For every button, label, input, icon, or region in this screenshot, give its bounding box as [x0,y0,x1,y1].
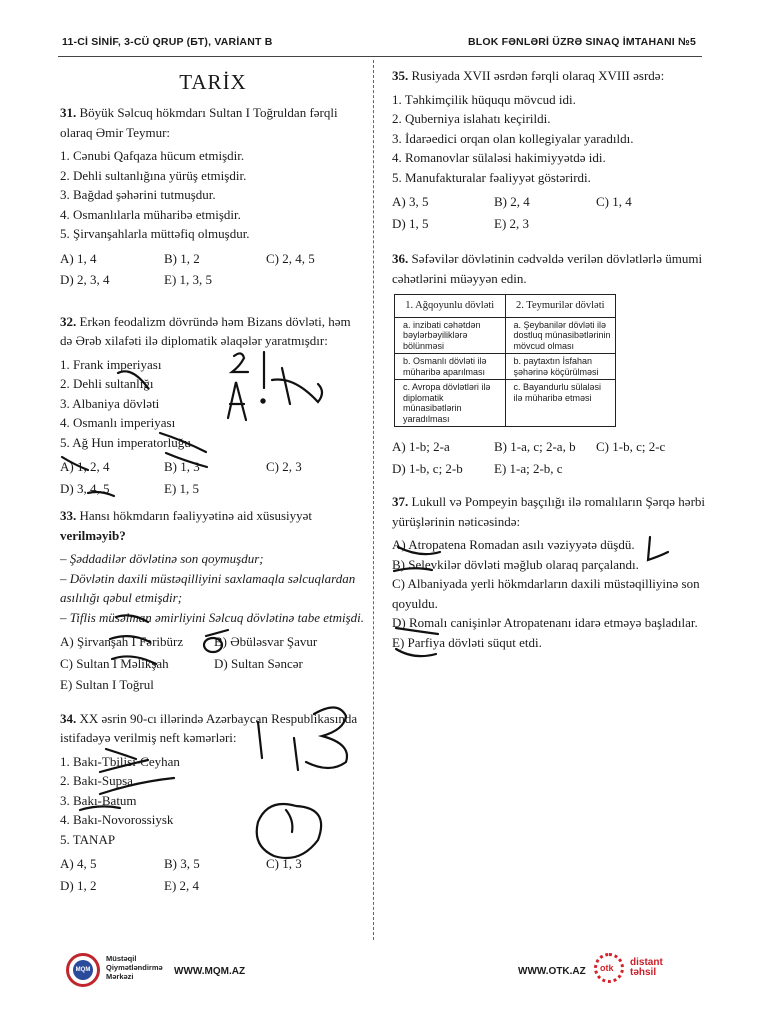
otk-website-link[interactable]: WWW.OTK.AZ [518,966,586,977]
table-row [395,317,616,354]
distant-text: təhsil [630,967,657,978]
q34-answer-b[interactable]: B) 3, 5 [164,856,200,871]
q35-item-1: 1. Təhkimçilik hüququ mövcud idi. [392,91,576,107]
q36-match-table [394,294,616,427]
question-35 [392,66,712,233]
header-exam-title: BLOK FƏNLƏRİ ÜZRƏ SINAQ İMTAHANI №5 [467,36,696,48]
q37-option-e[interactable]: E) Parfiya dövləti süqut etdi. [392,634,542,650]
question-33-number: 33. [60,508,77,523]
question-33-text: Hansı hökmdarın fəaliyyətinə aid xüsusiyyət [79,508,313,523]
q32-item-3: 3. Albaniya dövləti [60,395,160,411]
mqm-logo-text: MQM [73,960,93,980]
question-32 [60,312,366,499]
q34-item-3: 3. Bakı-Batum [60,792,137,808]
question-31-text: Böyük Səlcuq hökmdarı Sultan I Toğruldan fərqli olaraq Əmir Teymur: [60,105,338,140]
mqm-logo-icon [66,953,100,987]
header-class-variant: 11-Cİ SİNİF, 3-CÜ QRUP (БТ), VARİANT B [62,36,273,48]
table-header-row [395,295,616,318]
mqm-org-name [106,954,163,981]
question-31 [60,103,366,290]
q36-answers [392,437,712,478]
q33-answers [60,632,366,695]
q32-item-1: 1. Frank imperiyası [60,356,162,372]
q33-answer-b[interactable]: B) Əbüləsvar Şavur [214,634,318,649]
q32-answers [60,457,366,498]
q33-quote-2: – Dövlətin daxili müstəqilliyini saxlamaqla səlcuqlardan asılılığı qəbul etmişdir; [60,570,356,605]
right-column [392,60,712,652]
q33-answer-c[interactable]: C) Sultan I Məlikşah [60,655,169,671]
distant-text: distant [630,957,663,968]
q33-quote-1: – Şəddadilər dövlətinə son qoymuşdur; [60,551,264,566]
q33-quote-3: – Tiflis müsəlman əmirliyini Səlcuq dövlətinə tabe etmişdi. [60,609,365,625]
question-36-number: 36. [392,251,409,266]
org-name-line: Mərkəzi [106,972,134,981]
page-footer [0,945,768,1005]
table-cell: a. inzibati cəhətdən bəylərbəyiliklərə bölünməsi [395,317,506,354]
q32-item-4: 4. Osmanlı imperiyası [60,415,176,430]
question-37-number: 37. [392,494,409,509]
mqm-website-link[interactable]: WWW.MQM.AZ [174,966,246,977]
q31-answers [60,249,366,290]
q36-answer-d[interactable]: D) 1-b, c; 2-b [392,460,463,476]
question-37-text: Lukull və Pompeyin başçılığı ilə romalıların Şərqə hərbi yürüşlərinin nəticəsində: [392,494,706,529]
question-34 [60,709,366,896]
table-cell: c. Avropa dövlətləri ilə diplomatik münasibətlərin yaradılması [395,380,506,427]
table-header-1: 1. Ağqoyunlu dövləti [395,295,506,318]
q31-answer-e[interactable]: E) 1, 3, 5 [164,272,213,287]
page-header [0,0,768,60]
q34-answer-c[interactable]: C) 1, 3 [266,856,302,871]
q34-item-2: 2. Bakı-Supsa [60,773,133,788]
question-35-number: 35. [392,68,409,83]
q37-option-d[interactable]: D) Romalı canişinlər Atropatenanı idarə etməyə başladılar. [392,615,698,630]
q36-answer-a[interactable]: A) 1-b; 2-a [392,439,450,454]
question-31-number: 31. [60,105,77,120]
question-35-stem [392,66,712,86]
table-cell: c. Bayandurlu sülaləsi ilə müharibə etməsi [505,380,616,427]
q35-item-5: 5. Manufakturalar fəaliyyət göstərirdi. [392,169,591,185]
q32-answer-e[interactable]: E) 1, 5 [164,480,200,496]
q37-option-c[interactable]: C) Albaniyada yerli hökmdarların daxili müstəqilliyinə son qoyuldu. [392,576,700,611]
q32-answer-a[interactable]: A) 1, 2, 4 [60,459,110,474]
q31-answer-c[interactable]: C) 2, 4, 5 [266,250,315,266]
org-name-line: Qiymətləndirmə [106,963,163,972]
q34-item-4: 4. Bakı-Novorossiysk [60,812,174,827]
question-36 [392,249,712,478]
q36-answer-b[interactable]: B) 1-a, c; 2-a, b [494,439,576,454]
q31-item-2: 2. Dehli sultanlığına yürüş etmişdir. [60,167,247,183]
question-34-stem [60,709,366,748]
q37-option-b[interactable]: B) Selevkilər dövləti məğlub olaraq parçalandı. [392,556,639,572]
otk-logo-icon [594,953,624,983]
question-33-stem [60,506,366,545]
table-row [395,354,616,380]
left-column [60,60,366,895]
q31-answer-a[interactable]: A) 1, 4 [60,250,97,266]
q31-answer-d[interactable]: D) 2, 3, 4 [60,272,110,287]
column-divider [373,60,374,940]
q32-item-2: 2. Dehli sultanlığı [60,376,154,391]
q31-answer-b[interactable]: B) 1, 2 [164,250,200,266]
q32-answer-b[interactable]: B) 1, 3 [164,459,200,474]
distant-tehsil-logo [630,958,663,978]
question-35-text: Rusiyada XVII əsrdən fərqli olaraq XVIII əsrdə: [411,68,665,83]
question-33 [60,506,366,695]
q31-item-3: 3. Bağdad şəhərini tutmuşdur. [60,187,216,202]
q34-answer-a[interactable]: A) 4, 5 [60,856,97,871]
question-32-text: Erkən feodalizm dövründə həm Bizans dövləti, həm də Ərəb xilafəti ilə diplomatik əlaqələr yaratmışdır: [60,313,351,348]
q35-answer-a[interactable]: A) 3, 5 [392,194,429,209]
question-37-stem [392,492,712,531]
question-37 [392,492,712,652]
question-32-stem [60,312,366,351]
q36-answer-c[interactable]: C) 1-b, c; 2-c [596,439,666,454]
q35-answer-b[interactable]: B) 2, 4 [494,194,530,209]
question-34-text: XX əsrin 90-cı illərində Azərbaycan Respublikasında istifadəyə verilmiş neft kəmərləri: [60,710,358,745]
q34-item-1: 1. Bakı-Tbilisi-Ceyhan [60,753,180,769]
q35-item-2: 2. Quberniya islahatı keçirildi. [392,111,551,126]
q33-answer-a[interactable]: A) Şirvanşah I Fəribürz [60,634,184,649]
q35-item-3: 3. İdarəedici orqan olan kollegiyalar yaradıldı. [392,130,634,146]
q31-item-5: 5. Şirvanşahlarla müttəfiq olmuşdur. [60,226,250,241]
q35-answers [392,192,712,233]
q35-answer-e[interactable]: E) 2, 3 [494,215,530,231]
q37-option-a[interactable]: A) Atropatena Romadan asılı vəziyyətə düşdü. [392,537,635,552]
subject-title: TARİX [179,70,247,94]
q31-item-1: 1. Cənubi Qafqaza hücum etmişdir. [60,148,245,163]
q35-item-4: 4. Romanovlar sülaləsi hakimiyyətdə idi. [392,150,606,165]
q33-answer-d[interactable]: D) Sultan Səncər [214,655,303,671]
table-cell: b. Osmanlı dövləti ilə müharibə aparılması [395,354,506,380]
question-31-stem [60,103,366,142]
question-32-number: 32. [60,313,77,329]
question-36-text: Səfəvilər dövlətinin cədvəldə verilən dövlətlərlə ümumi cəhətlərini müəyyən edin. [392,251,703,286]
table-header-2: 2. Teymurilər dövləti [505,295,616,318]
q35-answer-c[interactable]: C) 1, 4 [596,194,632,209]
question-34-number: 34. [60,710,77,726]
q34-answer-e[interactable]: E) 2, 4 [164,877,200,893]
table-row [395,380,616,427]
question-36-stem [392,249,712,288]
q35-answer-d[interactable]: D) 1, 5 [392,215,429,231]
otk-logo-text: otk [600,963,614,973]
q32-answer-d[interactable]: D) 3, 4, 5 [60,480,110,496]
q34-item-5: 5. TANAP [60,831,116,847]
org-name-line: Müstəqil [106,954,137,963]
q31-item-4: 4. Osmanlılarla müharibə etmişdir. [60,206,241,222]
q32-answer-c[interactable]: C) 2, 3 [266,459,302,474]
question-33-emphasis: verilməyib? [60,527,126,543]
q32-item-5: 5. Ağ Hun imperatorluğu [60,434,191,450]
q34-answers [60,854,366,895]
table-cell: b. paytaxtın İsfahan şəhərinə köçürülməsi [505,354,616,380]
q33-answer-e[interactable]: E) Sultan I Toğrul [60,677,154,692]
q34-answer-d[interactable]: D) 1, 2 [60,877,97,893]
header-rule [58,56,702,57]
q36-answer-e[interactable]: E) 1-a; 2-b, c [494,460,563,476]
table-cell: a. Şeybanilər dövləti ilə dostluq münasibətlərinin mövcud olması [505,317,616,354]
